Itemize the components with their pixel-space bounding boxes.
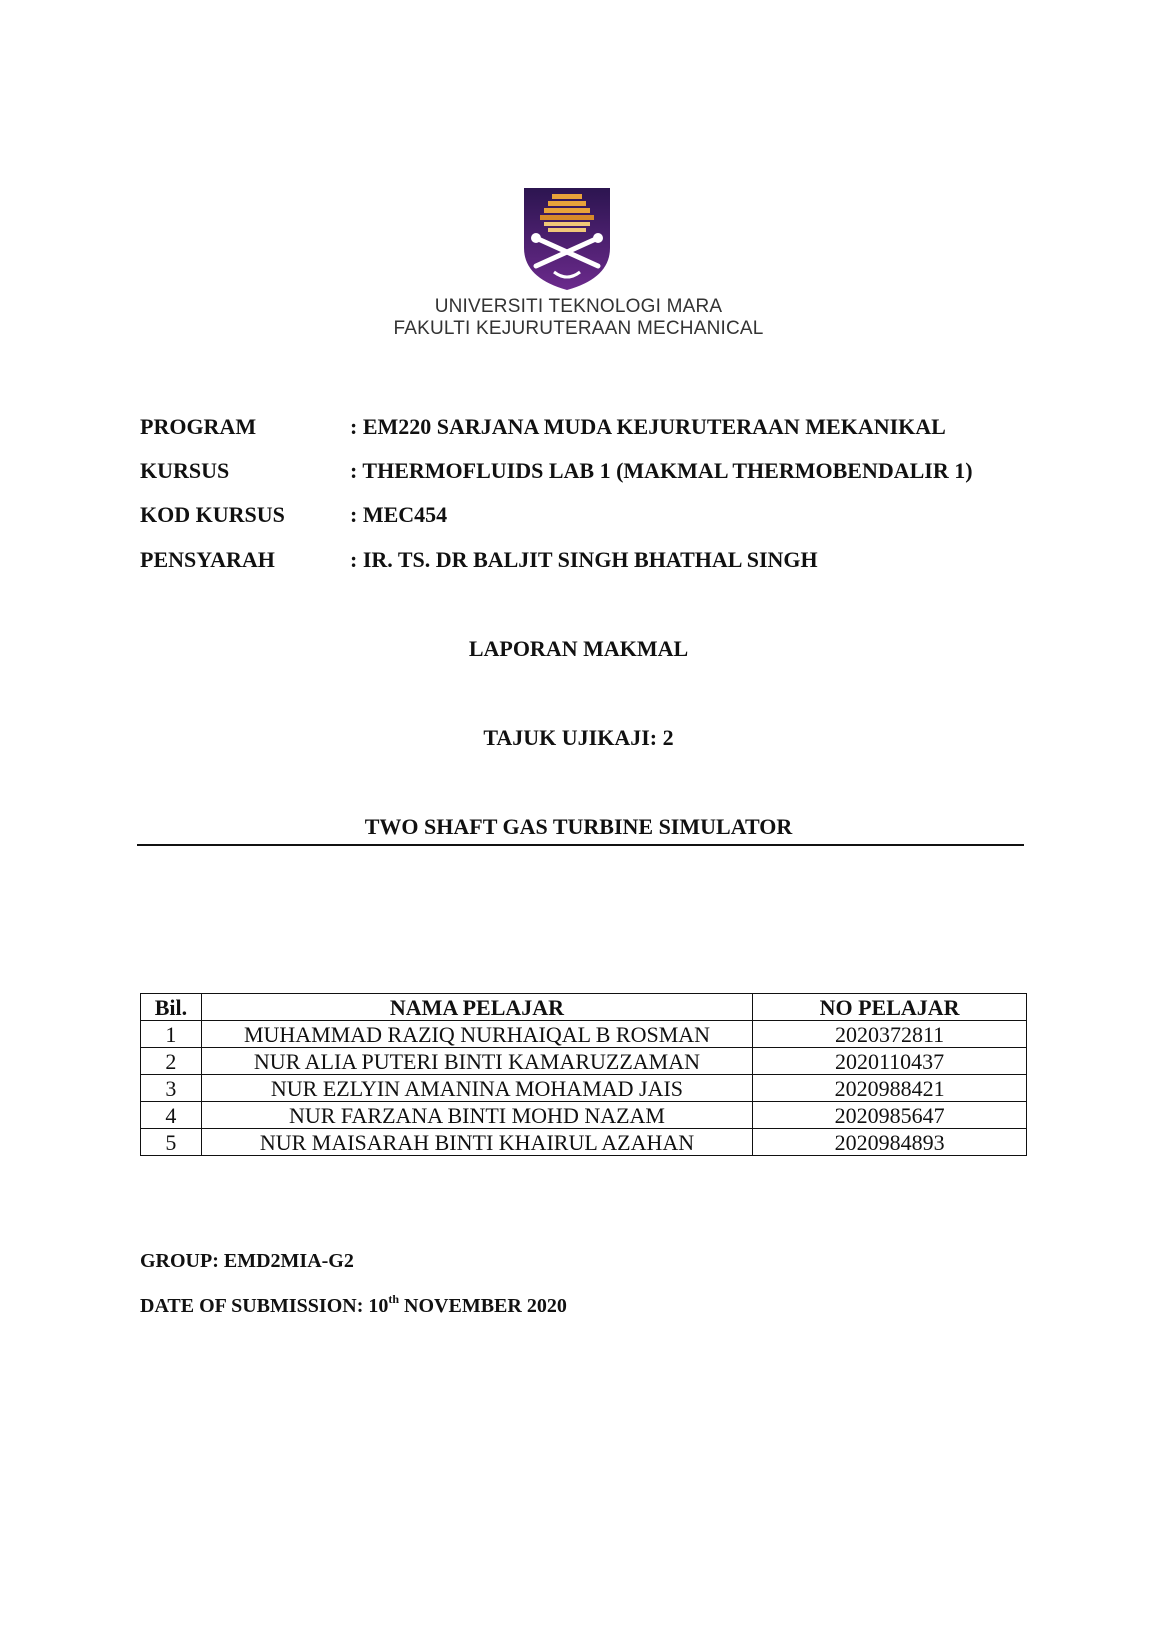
cell-name: NUR EZLYIN AMANINA MOHAMAD JAIS xyxy=(201,1075,752,1102)
info-value: : MEC454 xyxy=(350,502,448,527)
cell-bil: 3 xyxy=(141,1075,202,1102)
submission-date xyxy=(140,1292,567,1318)
info-value: : EM220 SARJANA MUDA KEJURUTERAAN MEKANIKAL xyxy=(350,414,946,439)
report-type: LAPORAN MAKMAL xyxy=(468,636,689,661)
table-row xyxy=(141,1048,1027,1075)
column-header-student-no: NO PELAJAR xyxy=(753,994,1027,1021)
info-value: : THERMOFLUIDS LAB 1 (MAKMAL THERMOBENDALIR 1) xyxy=(350,458,973,483)
title-underline xyxy=(137,844,1024,846)
university-logo xyxy=(522,186,612,292)
cell-bil: 1 xyxy=(141,1021,202,1048)
info-label: PROGRAM xyxy=(140,414,257,439)
cell-name: MUHAMMAD RAZIQ NURHAIQAL B ROSMAN xyxy=(201,1021,752,1048)
date-rest: NOVEMBER 2020 xyxy=(399,1295,567,1317)
student-table xyxy=(140,993,1027,1156)
column-header-name: NAMA PELAJAR xyxy=(201,994,752,1021)
experiment-title: TWO SHAFT GAS TURBINE SIMULATOR xyxy=(364,814,793,839)
faculty-name: FAKULTI KEJURUTERAAN MECHANICAL xyxy=(393,318,764,339)
column-header-bil: Bil. xyxy=(141,994,202,1021)
cell-name: NUR MAISARAH BINTI KHAIRUL AZAHAN xyxy=(201,1129,752,1156)
info-label: KOD KURSUS xyxy=(140,502,285,527)
cell-student-no: 2020110437 xyxy=(753,1048,1027,1075)
cell-student-no: 2020985647 xyxy=(753,1102,1027,1129)
table-row xyxy=(141,1075,1027,1102)
university-name: UNIVERSITI TEKNOLOGI MARA xyxy=(434,296,723,317)
table-row xyxy=(141,1102,1027,1129)
cell-student-no: 2020372811 xyxy=(753,1021,1027,1048)
date-prefix: DATE OF SUBMISSION: 10 xyxy=(140,1295,389,1317)
cell-bil: 5 xyxy=(141,1129,202,1156)
cell-bil: 2 xyxy=(141,1048,202,1075)
cell-student-no: 2020988421 xyxy=(753,1075,1027,1102)
date-ordinal: th xyxy=(388,1292,400,1306)
cell-name: NUR ALIA PUTERI BINTI KAMARUZZAMAN xyxy=(201,1048,752,1075)
info-value: : IR. TS. DR BALJIT SINGH BHATHAL SINGH xyxy=(350,547,818,572)
group-label: GROUP: EMD2MIA-G2 xyxy=(140,1250,354,1272)
info-label: KURSUS xyxy=(140,458,230,483)
experiment-number: TAJUK UJIKAJI: 2 xyxy=(483,725,674,750)
table-row xyxy=(141,1129,1027,1156)
cell-bil: 4 xyxy=(141,1102,202,1129)
table-header-row xyxy=(141,994,1027,1021)
table-row xyxy=(141,1021,1027,1048)
cell-name: NUR FARZANA BINTI MOHD NAZAM xyxy=(201,1102,752,1129)
info-label: PENSYARAH xyxy=(140,547,275,572)
cell-student-no: 2020984893 xyxy=(753,1129,1027,1156)
